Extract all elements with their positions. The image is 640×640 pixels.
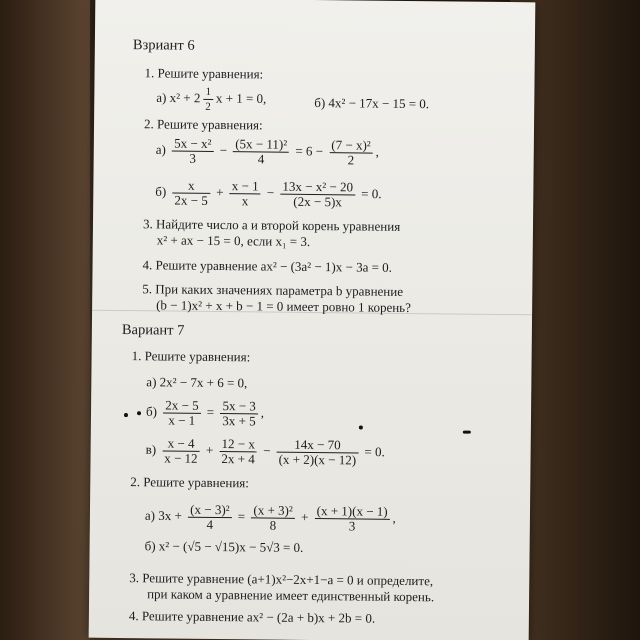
fraction: [162, 436, 200, 465]
v7-problem-2-title: 2. Решите уравнения:: [130, 474, 250, 491]
denominator: x − 12: [164, 450, 198, 466]
v7-problem-3-line1: 3. Решите уравнение (a+1)x²−2x+1−a = 0 и определите,: [129, 570, 434, 589]
v7-problem-2a: [145, 502, 396, 534]
fraction: [220, 399, 258, 428]
punctuation: ,: [392, 510, 396, 526]
numerator: (x − 3)²: [188, 503, 232, 518]
denominator: 4: [206, 516, 214, 532]
pen-dot-mark: [137, 411, 141, 415]
v7-problem-1a: а) 2x² − 7x + 6 = 0,: [146, 374, 248, 391]
label: б): [145, 403, 158, 419]
mixed-fraction: [203, 85, 213, 114]
fraction: [277, 438, 359, 468]
numerator: 13x − x² − 20: [280, 180, 355, 196]
fraction: [233, 137, 289, 167]
v6-problem-2-title: 2. Решите уравнения:: [143, 116, 263, 133]
fraction: [172, 179, 210, 208]
operator: =: [206, 404, 215, 420]
numerator: (7 − x)²: [329, 138, 373, 153]
operator: +: [300, 509, 309, 525]
fraction: [188, 503, 232, 532]
pen-stroke-mark: [463, 431, 471, 434]
denominator: 3x + 5: [222, 413, 256, 429]
lead: 3x +: [158, 507, 182, 524]
numerator: (x + 3)²: [251, 503, 295, 518]
numerator: 2x − 5: [163, 398, 200, 413]
label: б): [155, 183, 167, 199]
operator: =: [237, 508, 246, 524]
v6-problem-5-line2: (b − 1)x² + x + b − 1 = 0 имеет ровно 1 корень?: [156, 297, 412, 316]
pen-dot-mark: [124, 413, 128, 417]
v6-problem-1b: б) 4x² − 17x − 15 = 0.: [314, 95, 430, 112]
variant-6-title: Взриант 6: [132, 37, 195, 54]
denominator: 8: [269, 517, 277, 533]
v7-problem-1c: [145, 436, 384, 468]
numerator: 5x − 3: [220, 399, 257, 414]
label: а): [155, 141, 166, 157]
numerator: x − 1: [230, 179, 261, 194]
fraction: [172, 137, 214, 166]
numerator: 5x − x²: [172, 137, 213, 152]
v6-problem-3-line2: x² + ax − 15 = 0, если x₁ = 3.: [156, 232, 311, 249]
v6-problem-5-line1: 5. При каких значениях параметра b уравнение: [142, 281, 404, 299]
denominator: (x + 2)(x − 12): [278, 451, 357, 468]
label: в): [145, 441, 157, 457]
fraction: [329, 138, 373, 167]
pen-dot-mark: [359, 425, 363, 429]
denominator: 3: [348, 518, 356, 534]
denominator: (2x − 5)x: [293, 193, 342, 210]
v6-problem-4: 4. Решите уравнение ax² − (3a² − 1)x − 3a = 0.: [142, 257, 393, 275]
v7-problem-1b: [146, 398, 264, 428]
v6-problem-1a: [156, 84, 266, 114]
punctuation: = 0.: [364, 444, 385, 460]
denominator: 3: [189, 150, 196, 166]
v6-problem-3-line1: 3. Найдите число a и второй корень уравнения: [142, 216, 401, 234]
v7-problem-4: 4. Решите уравнение ax² − (2a + b)x + 2b = 0.: [128, 608, 376, 626]
tail: x + 1 = 0,: [215, 90, 267, 106]
operator: +: [205, 442, 214, 458]
worksheet-paper: [89, 0, 536, 640]
numerator: 12 − x: [220, 437, 257, 452]
numerator: x: [173, 179, 210, 194]
v6-problem-2b: [155, 178, 382, 209]
fraction: [230, 179, 261, 208]
fraction: [314, 504, 389, 534]
operator: = 6 −: [295, 143, 324, 159]
v6-problem-1-title: 1. Решите уравнения:: [144, 65, 264, 82]
operator: −: [263, 442, 271, 459]
fraction: [280, 180, 355, 210]
numerator: 14x − 70: [277, 438, 359, 454]
denominator: x − 1: [168, 412, 196, 428]
v7-problem-2b: б) x² − (√5 − √15)x − 5√3 = 0.: [144, 538, 304, 555]
numerator: 1: [203, 85, 213, 100]
fraction: [163, 398, 201, 427]
denominator: 2: [205, 100, 211, 113]
denominator: x: [241, 193, 249, 209]
denominator: 2x − 5: [174, 192, 208, 208]
denominator: 2: [347, 152, 355, 168]
operator: −: [219, 142, 228, 158]
fraction: [251, 503, 295, 532]
label: а): [156, 89, 167, 105]
denominator: 4: [257, 151, 265, 167]
punctuation: = 0.: [361, 185, 382, 202]
fraction: [219, 437, 257, 466]
operator: −: [266, 185, 275, 201]
numerator: x − 4: [162, 436, 199, 451]
v7-problem-3-line2: при каком a уравнение имеет единственный корень.: [147, 586, 435, 605]
v6-problem-2a: [156, 136, 379, 167]
lead: x² + 2: [169, 89, 201, 106]
table-surface-left: [0, 0, 90, 640]
denominator: 2x + 4: [221, 451, 255, 467]
punctuation: ,: [375, 144, 380, 160]
numerator: (x + 1)(x − 1): [315, 504, 390, 520]
operator: +: [216, 184, 224, 200]
punctuation: ,: [260, 404, 265, 420]
variant-7-title: Вариант 7: [121, 322, 185, 339]
label: а): [144, 507, 156, 523]
v7-problem-1-title: 1. Решите уравнения:: [131, 348, 251, 365]
numerator: (5x − 11)²: [233, 137, 289, 153]
